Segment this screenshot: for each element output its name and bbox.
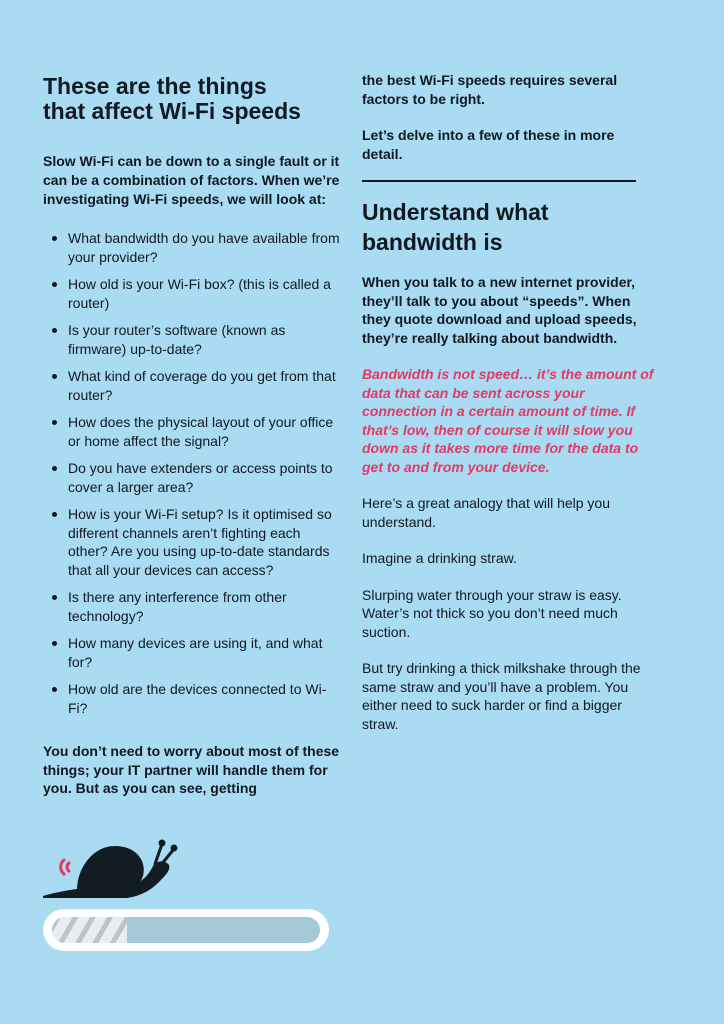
bullet-icon [52, 687, 57, 692]
factor-text: How old is your Wi-Fi box? (this is called a router) [68, 276, 331, 311]
outro-paragraph: You don’t need to worry about most of these things; your IT partner will handle them for you. But as you can see, getting [43, 743, 340, 796]
factor-item [43, 413, 343, 450]
bullet-icon [52, 466, 57, 471]
bullet-icon [52, 328, 57, 333]
factor-item [43, 229, 343, 266]
factor-item [43, 321, 343, 358]
factors-list [43, 229, 343, 717]
factor-text: How is your Wi-Fi setup? Is it optimised so different channels aren’t fighting each other? Are you using up-to-date standards that all your devices can access? [68, 506, 332, 578]
bandwidth-quote: Bandwidth is not speed… it’s the amount of data that can be sent across your connection in a certain amount of time. If that’s low, then of course it will slow you down as it takes more time for the data to get to and from your device. [362, 366, 654, 475]
factor-item [43, 459, 343, 496]
factor-item [43, 505, 343, 579]
factor-item [43, 680, 343, 717]
factor-text: Is your router’s software (known as firmware) up-to-date? [68, 322, 286, 357]
bullet-icon [52, 236, 57, 241]
bullet-icon [52, 420, 57, 425]
water-paragraph: Slurping water through your straw is easy. Water’s not thick so you don’t need much suction. [362, 586, 622, 640]
page-heading-line-2: that affect Wi-Fi speeds [43, 98, 301, 124]
factor-text: Is there any interference from other technology? [68, 589, 287, 624]
milkshake-paragraph: But try drinking a thick milkshake through the same straw and you’ll have a problem. You either need to suck harder or find a bigger straw. [362, 660, 641, 732]
bullet-icon [52, 595, 57, 600]
page-heading [43, 74, 343, 124]
speeds-paragraph: When you talk to a new internet provider, they’ll talk to you about “speeds”. When they quote download and upload speeds, they’re really talking about bandwidth. [362, 274, 637, 346]
progress-bar [43, 909, 329, 951]
factor-text: What kind of coverage do you get from that router? [68, 368, 336, 403]
section-divider [362, 180, 636, 182]
delve-paragraph: Let’s delve into a few of these in more detail. [362, 127, 615, 162]
intro-paragraph: Slow Wi-Fi can be down to a single fault or it can be a combination of factors. When we’re investigating Wi-Fi speeds, we will look at: [43, 153, 340, 207]
analogy-paragraph: Here’s a great analogy that will help you understand. [362, 495, 611, 530]
section-heading: Understand what bandwidth is [362, 199, 549, 255]
bullet-icon [52, 641, 57, 646]
snail-icon [43, 838, 183, 902]
factor-text: What bandwidth do you have available from your provider? [68, 230, 340, 265]
left-column [43, 74, 343, 798]
factor-text: Do you have extenders or access points to cover a larger area? [68, 460, 333, 495]
right-column [362, 71, 656, 733]
progress-track [52, 917, 320, 943]
continuation-paragraph: the best Wi-Fi speeds requires several factors to be right. [362, 72, 618, 107]
straw-paragraph: Imagine a drinking straw. [362, 550, 517, 566]
factor-text: How old are the devices connected to Wi-Fi? [68, 681, 327, 716]
factor-item [43, 588, 343, 625]
factor-item [43, 634, 343, 671]
factor-item [43, 275, 343, 312]
bullet-icon [52, 512, 57, 517]
factor-item [43, 367, 343, 404]
progress-fill [52, 917, 127, 943]
bullet-icon [52, 374, 57, 379]
bullet-icon [52, 282, 57, 287]
factor-text: How does the physical layout of your office or home affect the signal? [68, 414, 334, 449]
page-heading-line-1: These are the things [43, 73, 267, 99]
factor-text: How many devices are using it, and what for? [68, 635, 323, 670]
